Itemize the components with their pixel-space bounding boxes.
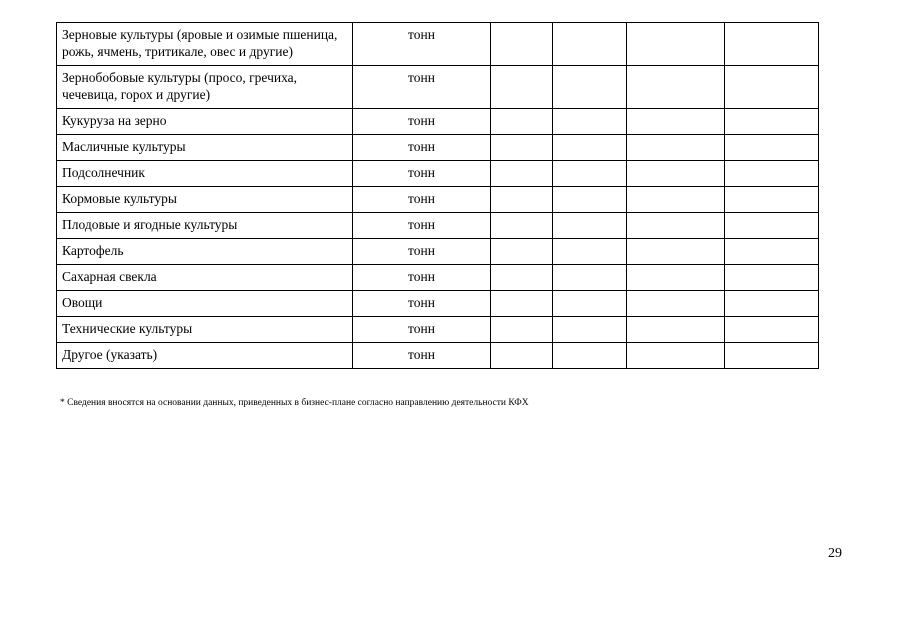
unit-cell: тонн — [353, 291, 491, 317]
empty-cell[interactable] — [553, 109, 627, 135]
empty-cell[interactable] — [627, 343, 725, 369]
unit-cell: тонн — [353, 239, 491, 265]
crop-name-cell: Кормовые культуры — [57, 187, 353, 213]
empty-cell[interactable] — [725, 213, 819, 239]
empty-cell[interactable] — [553, 187, 627, 213]
empty-cell[interactable] — [725, 187, 819, 213]
table-row — [57, 343, 819, 369]
empty-cell[interactable] — [491, 265, 553, 291]
empty-cell[interactable] — [725, 23, 819, 66]
empty-cell[interactable] — [725, 317, 819, 343]
empty-cell[interactable] — [725, 265, 819, 291]
table-row — [57, 161, 819, 187]
crop-name-cell: Зернобобовые культуры (просо, гречиха, чечевица, горох и другие) — [57, 66, 353, 109]
unit-cell: тонн — [353, 343, 491, 369]
empty-cell[interactable] — [553, 239, 627, 265]
empty-cell[interactable] — [553, 135, 627, 161]
crop-name-cell: Технические культуры — [57, 317, 353, 343]
empty-cell[interactable] — [491, 187, 553, 213]
page-number: 29 — [828, 546, 842, 561]
empty-cell[interactable] — [627, 135, 725, 161]
empty-cell[interactable] — [553, 265, 627, 291]
empty-cell[interactable] — [627, 291, 725, 317]
table-row — [57, 109, 819, 135]
empty-cell[interactable] — [553, 317, 627, 343]
crop-name-cell: Подсолнечник — [57, 161, 353, 187]
empty-cell[interactable] — [491, 291, 553, 317]
empty-cell[interactable] — [627, 187, 725, 213]
unit-cell: тонн — [353, 187, 491, 213]
empty-cell[interactable] — [627, 317, 725, 343]
unit-cell: тонн — [353, 265, 491, 291]
empty-cell[interactable] — [725, 135, 819, 161]
empty-cell[interactable] — [491, 213, 553, 239]
empty-cell[interactable] — [491, 66, 553, 109]
empty-cell[interactable] — [725, 239, 819, 265]
empty-cell[interactable] — [725, 66, 819, 109]
unit-cell: тонн — [353, 135, 491, 161]
empty-cell[interactable] — [553, 213, 627, 239]
empty-cell[interactable] — [491, 109, 553, 135]
empty-cell[interactable] — [553, 23, 627, 66]
empty-cell[interactable] — [725, 161, 819, 187]
empty-cell[interactable] — [491, 135, 553, 161]
unit-cell: тонн — [353, 66, 491, 109]
crops-table — [56, 22, 819, 369]
empty-cell[interactable] — [627, 213, 725, 239]
crop-name-cell: Масличные культуры — [57, 135, 353, 161]
empty-cell[interactable] — [553, 161, 627, 187]
empty-cell[interactable] — [553, 66, 627, 109]
empty-cell[interactable] — [553, 291, 627, 317]
empty-cell[interactable] — [725, 343, 819, 369]
empty-cell[interactable] — [627, 109, 725, 135]
empty-cell[interactable] — [627, 265, 725, 291]
table-row — [57, 317, 819, 343]
empty-cell[interactable] — [725, 109, 819, 135]
empty-cell[interactable] — [491, 317, 553, 343]
empty-cell[interactable] — [627, 161, 725, 187]
table-row — [57, 291, 819, 317]
crop-name-cell: Плодовые и ягодные культуры — [57, 213, 353, 239]
unit-cell: тонн — [353, 317, 491, 343]
unit-cell: тонн — [353, 213, 491, 239]
unit-cell: тонн — [353, 109, 491, 135]
crop-name-cell: Сахарная свекла — [57, 265, 353, 291]
table-row — [57, 135, 819, 161]
table-row — [57, 265, 819, 291]
table-row — [57, 213, 819, 239]
unit-cell: тонн — [353, 161, 491, 187]
empty-cell[interactable] — [491, 23, 553, 66]
crop-name-cell: Зерновые культуры (яровые и озимые пшеница, рожь, ячмень, тритикале, овес и другие) — [57, 23, 353, 66]
empty-cell[interactable] — [725, 291, 819, 317]
empty-cell[interactable] — [627, 239, 725, 265]
table-row — [57, 187, 819, 213]
empty-cell[interactable] — [627, 23, 725, 66]
empty-cell[interactable] — [491, 343, 553, 369]
crop-name-cell: Кукуруза на зерно — [57, 109, 353, 135]
crop-name-cell: Картофель — [57, 239, 353, 265]
crop-name-cell: Другое (указать) — [57, 343, 353, 369]
table-row — [57, 239, 819, 265]
empty-cell[interactable] — [491, 239, 553, 265]
table-row — [57, 66, 819, 109]
footnote: * Сведения вносятся на основании данных, приведенных в бизнес-плане согласно направлению деятельности КФХ — [60, 398, 529, 408]
unit-cell: тонн — [353, 23, 491, 66]
empty-cell[interactable] — [553, 343, 627, 369]
table-row — [57, 23, 819, 66]
empty-cell[interactable] — [627, 66, 725, 109]
empty-cell[interactable] — [491, 161, 553, 187]
crop-name-cell: Овощи — [57, 291, 353, 317]
